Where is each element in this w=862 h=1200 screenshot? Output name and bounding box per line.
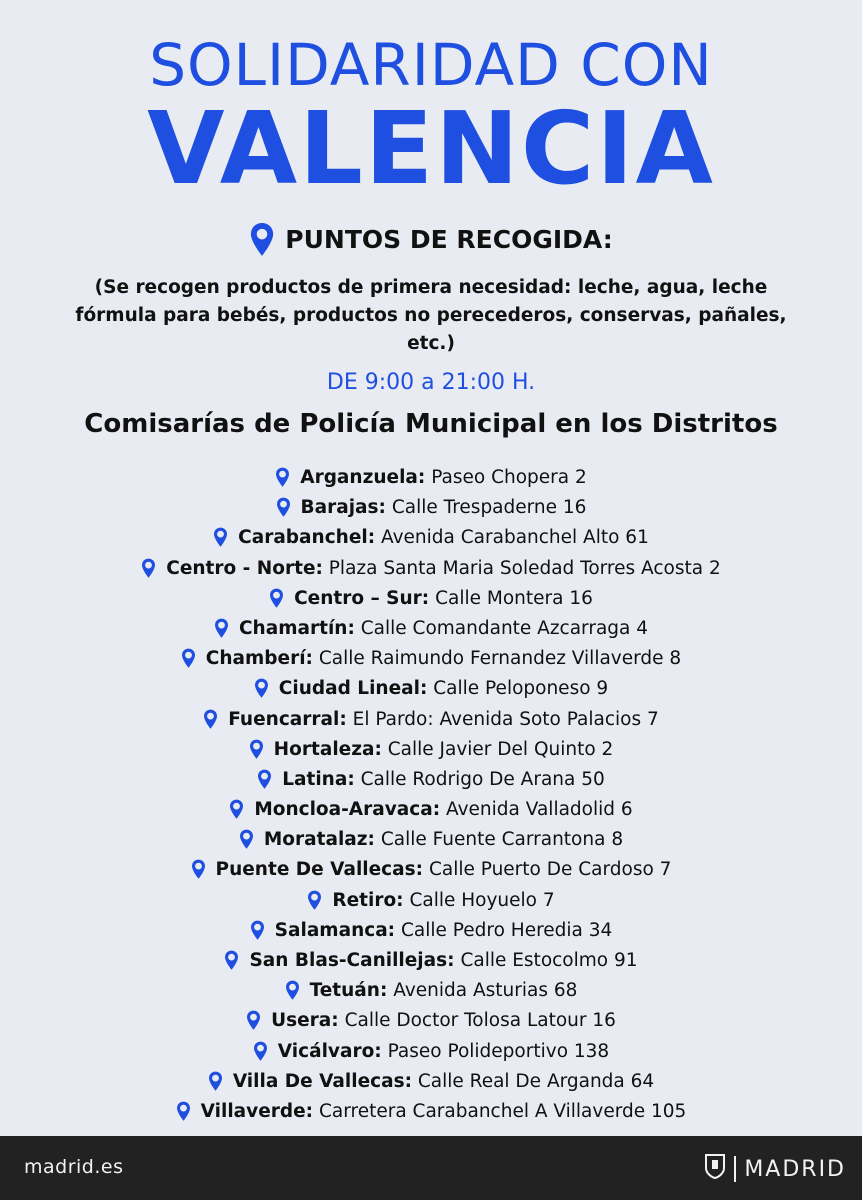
- puntos-heading-text: PUNTOS DE RECOGIDA:: [285, 225, 613, 254]
- map-pin-icon: [224, 950, 239, 981]
- puntos-heading: [0, 222, 862, 264]
- location-item: [0, 554, 862, 584]
- location-item: [0, 493, 862, 523]
- location-item: [0, 705, 862, 735]
- district-name: Barajas:: [300, 497, 386, 519]
- district-address: Calle Rodrigo De Arana 50: [360, 768, 605, 790]
- location-item: [0, 886, 862, 916]
- location-item: [0, 765, 862, 795]
- location-item: [0, 825, 862, 855]
- district-address: Calle Fuente Carrantona 8: [380, 829, 624, 851]
- district-address: Plaza Santa Maria Soledad Torres Acosta 2: [328, 557, 721, 579]
- district-name: Moratalaz:: [263, 829, 375, 851]
- location-item: [0, 644, 862, 674]
- footer: [0, 1136, 862, 1200]
- district-address: Calle Raimundo Fernandez Villaverde 8: [318, 648, 682, 670]
- location-item: [0, 1097, 862, 1127]
- district-address: Avenida Asturias 68: [393, 980, 578, 1002]
- logo-divider: [734, 1156, 736, 1182]
- district-name: Usera:: [271, 1010, 339, 1032]
- site-link[interactable]: madrid.es: [24, 1156, 124, 1178]
- district-address: Avenida Valladolid 6: [446, 799, 633, 821]
- location-item: [0, 523, 862, 553]
- location-item: [0, 1006, 862, 1036]
- map-pin-icon: [141, 558, 156, 589]
- district-address: Calle Comandante Azcarraga 4: [360, 617, 649, 639]
- puntos-description: (Se recogen productos de primera necesidad: leche, agua, leche fórmula para bebés, productos no perecederos, conservas, pañales, etc.): [75, 277, 787, 354]
- district-name: Chamartín:: [238, 617, 355, 639]
- district-name: Chamberí:: [205, 648, 313, 670]
- location-item: [0, 614, 862, 644]
- district-name: Hortaleza:: [273, 738, 382, 760]
- district-address: Calle Doctor Tolosa Latour 16: [344, 1010, 616, 1032]
- district-address: Calle Trespaderne 16: [391, 497, 587, 519]
- district-address: Calle Pedro Heredia 34: [400, 919, 613, 941]
- list-heading: Comisarías de Policía Municipal en los Distritos: [84, 409, 778, 439]
- district-address: El Pardo: Avenida Soto Palacios 7: [352, 708, 659, 730]
- district-name: Villa De Vallecas:: [232, 1070, 412, 1092]
- district-address: Calle Hoyuelo 7: [409, 889, 555, 911]
- location-item: [0, 1037, 862, 1067]
- district-name: Fuencarral:: [228, 708, 347, 730]
- district-name: Villaverde:: [200, 1100, 314, 1122]
- location-item: [0, 1067, 862, 1097]
- location-item: [0, 463, 862, 493]
- map-pin-icon: [203, 709, 218, 740]
- district-name: Centro - Norte:: [166, 557, 323, 579]
- map-pin-icon: [181, 648, 196, 679]
- map-pin-icon: [176, 1101, 191, 1132]
- district-name: Puente De Vallecas:: [215, 859, 424, 881]
- district-name: Tetuán:: [309, 980, 388, 1002]
- location-item: [0, 584, 862, 614]
- map-pin-icon: [191, 859, 206, 890]
- madrid-logo: [704, 1153, 846, 1185]
- location-item: [0, 674, 862, 704]
- district-address: Calle Puerto De Cardoso 7: [428, 859, 672, 881]
- district-name: Carabanchel:: [238, 527, 376, 549]
- district-address: Calle Javier Del Quinto 2: [387, 738, 614, 760]
- district-address: Calle Real De Arganda 64: [417, 1070, 655, 1092]
- locations-list: [0, 463, 862, 1127]
- district-address: Avenida Carabanchel Alto 61: [381, 527, 649, 549]
- district-name: Retiro:: [332, 889, 404, 911]
- district-name: Latina:: [282, 768, 355, 790]
- district-name: San Blas-Canillejas:: [249, 950, 455, 971]
- district-address: Paseo Chopera 2: [431, 467, 587, 488]
- location-item: [0, 916, 862, 946]
- district-address: Calle Estocolmo 91: [460, 950, 638, 971]
- location-item: [0, 795, 862, 825]
- district-address: Calle Montera 16: [435, 587, 593, 609]
- brand-text: MADRID: [744, 1156, 846, 1182]
- map-pin-icon: [249, 222, 275, 264]
- district-name: Vicálvaro:: [277, 1040, 382, 1062]
- district-address: Carretera Carabanchel A Villaverde 105: [318, 1100, 687, 1122]
- district-name: Ciudad Lineal:: [278, 678, 428, 700]
- district-name: Arganzuela:: [300, 467, 426, 488]
- title-line-1: SOLIDARIDAD CON: [149, 31, 713, 99]
- madrid-crest-icon: [704, 1153, 726, 1185]
- district-name: Salamanca:: [274, 919, 396, 941]
- district-name: Centro – Sur:: [294, 587, 430, 609]
- opening-hours: DE 9:00 a 21:00 H.: [326, 370, 536, 395]
- district-address: Paseo Polideportivo 138: [387, 1040, 610, 1062]
- district-address: Calle Peloponeso 9: [433, 678, 609, 700]
- title-line-2: VALENCIA: [147, 90, 715, 207]
- district-name: Moncloa-Aravaca:: [254, 799, 441, 821]
- location-item: [0, 946, 862, 976]
- location-item: [0, 855, 862, 885]
- location-item: [0, 735, 862, 765]
- location-item: [0, 976, 862, 1006]
